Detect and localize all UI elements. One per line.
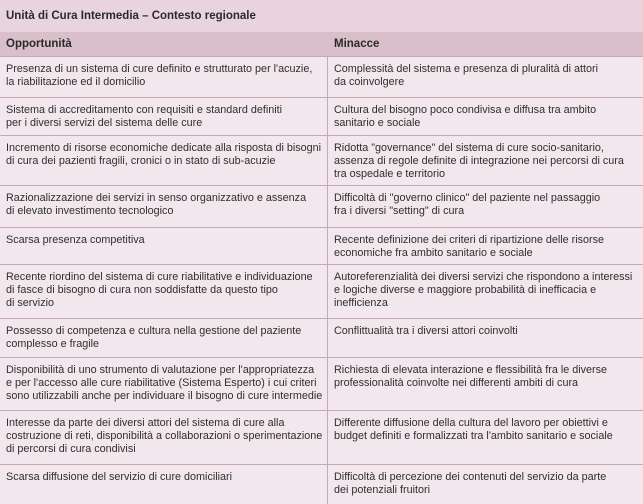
table-row xyxy=(0,56,643,97)
cell-opportunita xyxy=(6,142,324,168)
table-row xyxy=(0,464,643,504)
cell-line: di cura dei pazienti fragili, cronici o in stato di sub-acuzie xyxy=(6,155,276,167)
cell-minacce xyxy=(334,192,634,218)
table-row xyxy=(0,185,643,227)
cell-line: Disponibilità di uno strumento di valutazione per l'appropriatezza xyxy=(6,364,315,376)
cell-line: costruzione di reti, disponibilità a collaborazioni o sperimentazione xyxy=(6,430,323,442)
cell-line: la riabilitazione ed il domicilio xyxy=(6,76,146,88)
cell-line: di servizio xyxy=(6,297,55,309)
cell-line: Ridotta "governance" del sistema di cure socio-sanitario, xyxy=(334,142,604,154)
cell-line: Autoreferenzialità dei diversi servizi che rispondono a interessi xyxy=(334,271,633,283)
cell-line: di elevato investimento tecnologico xyxy=(6,205,174,217)
cell-line: inefficienza xyxy=(334,297,388,309)
cell-line: fra i diversi "setting" di cura xyxy=(334,205,465,217)
cell-minacce xyxy=(334,364,634,390)
cell-line: Differente diffusione della cultura del lavoro per obiettivi e xyxy=(334,417,608,429)
cell-opportunita xyxy=(6,104,324,130)
cell-line: Recente definizione dei criteri di ripartizione delle risorse xyxy=(334,234,605,246)
cell-line: tra ospedale e territorio xyxy=(334,168,446,180)
cell-line: e logiche diverse e maggiore probabilità di inefficacia e xyxy=(334,284,597,296)
cell-line: di fasce di bisogno di cura non soddisfatte da questo tipo xyxy=(6,284,278,296)
cell-opportunita xyxy=(6,471,324,484)
cell-line: economiche fra ambito sanitario e sociale xyxy=(334,247,533,259)
cell-line: Recente riordino del sistema di cure riabilitative e individuazione xyxy=(6,271,313,283)
cell-minacce xyxy=(334,417,634,443)
table-header xyxy=(0,32,643,56)
cell-line: Possesso di competenza e cultura nella gestione del paziente xyxy=(6,325,302,337)
table-row xyxy=(0,410,643,464)
cell-line: Interesse da parte dei diversi attori del sistema di cure alla xyxy=(6,417,285,429)
cell-minacce xyxy=(334,63,634,89)
column-divider xyxy=(327,56,328,504)
cell-minacce xyxy=(334,142,634,181)
cell-minacce xyxy=(334,234,634,260)
cell-line: Incremento di risorse economiche dedicate alla risposta di bisogni xyxy=(6,142,322,154)
cell-minacce xyxy=(334,271,634,310)
header-opportunita: Opportunità xyxy=(6,38,72,50)
cell-opportunita xyxy=(6,234,324,247)
cell-line: Difficoltà di "governo clinico" del paziente nel passaggio xyxy=(334,192,601,204)
cell-line: Sistema di accreditamento con requisiti e standard definiti xyxy=(6,104,283,116)
cell-line: Difficoltà di percezione dei contenuti del servizio da parte xyxy=(334,471,607,483)
cell-line: Razionalizzazione dei servizi in senso organizzativo e assenza xyxy=(6,192,307,204)
cell-line: Richiesta di elevata interazione e flessibilità fra le diverse xyxy=(334,364,608,376)
cell-line: Presenza di un sistema di cure definito e strutturato per l'acuzie, xyxy=(6,63,313,75)
cell-line: Complessità del sistema e presenza di pluralità di attori xyxy=(334,63,599,75)
table-row xyxy=(0,97,643,135)
table-row xyxy=(0,264,643,318)
cell-line: Conflittualità tra i diversi attori coinvolti xyxy=(334,325,518,337)
cell-line: assenza di regole definite di integrazione nei percorsi di cura xyxy=(334,155,624,167)
cell-opportunita xyxy=(6,325,324,351)
cell-line: Cultura del bisogno poco condivisa e diffusa tra ambito xyxy=(334,104,597,116)
cell-opportunita xyxy=(6,417,324,456)
cell-opportunita xyxy=(6,271,324,310)
cell-opportunita xyxy=(6,63,324,89)
cell-line: da coinvolgere xyxy=(334,76,405,88)
cell-line: Scarsa presenza competitiva xyxy=(6,234,145,246)
cell-line: Scarsa diffusione del servizio di cure domiciliari xyxy=(6,471,233,483)
header-minacce: Minacce xyxy=(334,38,380,50)
cell-minacce xyxy=(334,471,634,497)
table-row xyxy=(0,357,643,410)
table-title: Unità di Cura Intermedia – Contesto regionale xyxy=(0,0,643,32)
cell-minacce xyxy=(334,104,634,130)
cell-line: dei potenziali fruitori xyxy=(334,484,431,496)
cell-opportunita xyxy=(6,192,324,218)
cell-line: sono utilizzabili anche per individuare il bisogno di cure intermedie xyxy=(6,390,323,402)
cell-line: sanitario e sociale xyxy=(334,117,421,129)
table-row xyxy=(0,227,643,264)
table-row xyxy=(0,135,643,185)
cell-line: complesso e fragile xyxy=(6,338,100,350)
cell-line: e per l'accesso alle cure riabilitative (Sistema Esperto) i cui criteri xyxy=(6,377,317,389)
cell-line: budget definiti e formalizzati tra l'ambito sanitario e sociale xyxy=(334,430,613,442)
cell-opportunita xyxy=(6,364,324,403)
cell-line: per i diversi servizi del sistema delle cure xyxy=(6,117,203,129)
cell-line: di percorsi di cura condivisi xyxy=(6,443,136,455)
cell-minacce xyxy=(334,325,634,338)
cell-line: professionalità coinvolte nei differenti ambiti di cura xyxy=(334,377,579,389)
table-row xyxy=(0,318,643,357)
